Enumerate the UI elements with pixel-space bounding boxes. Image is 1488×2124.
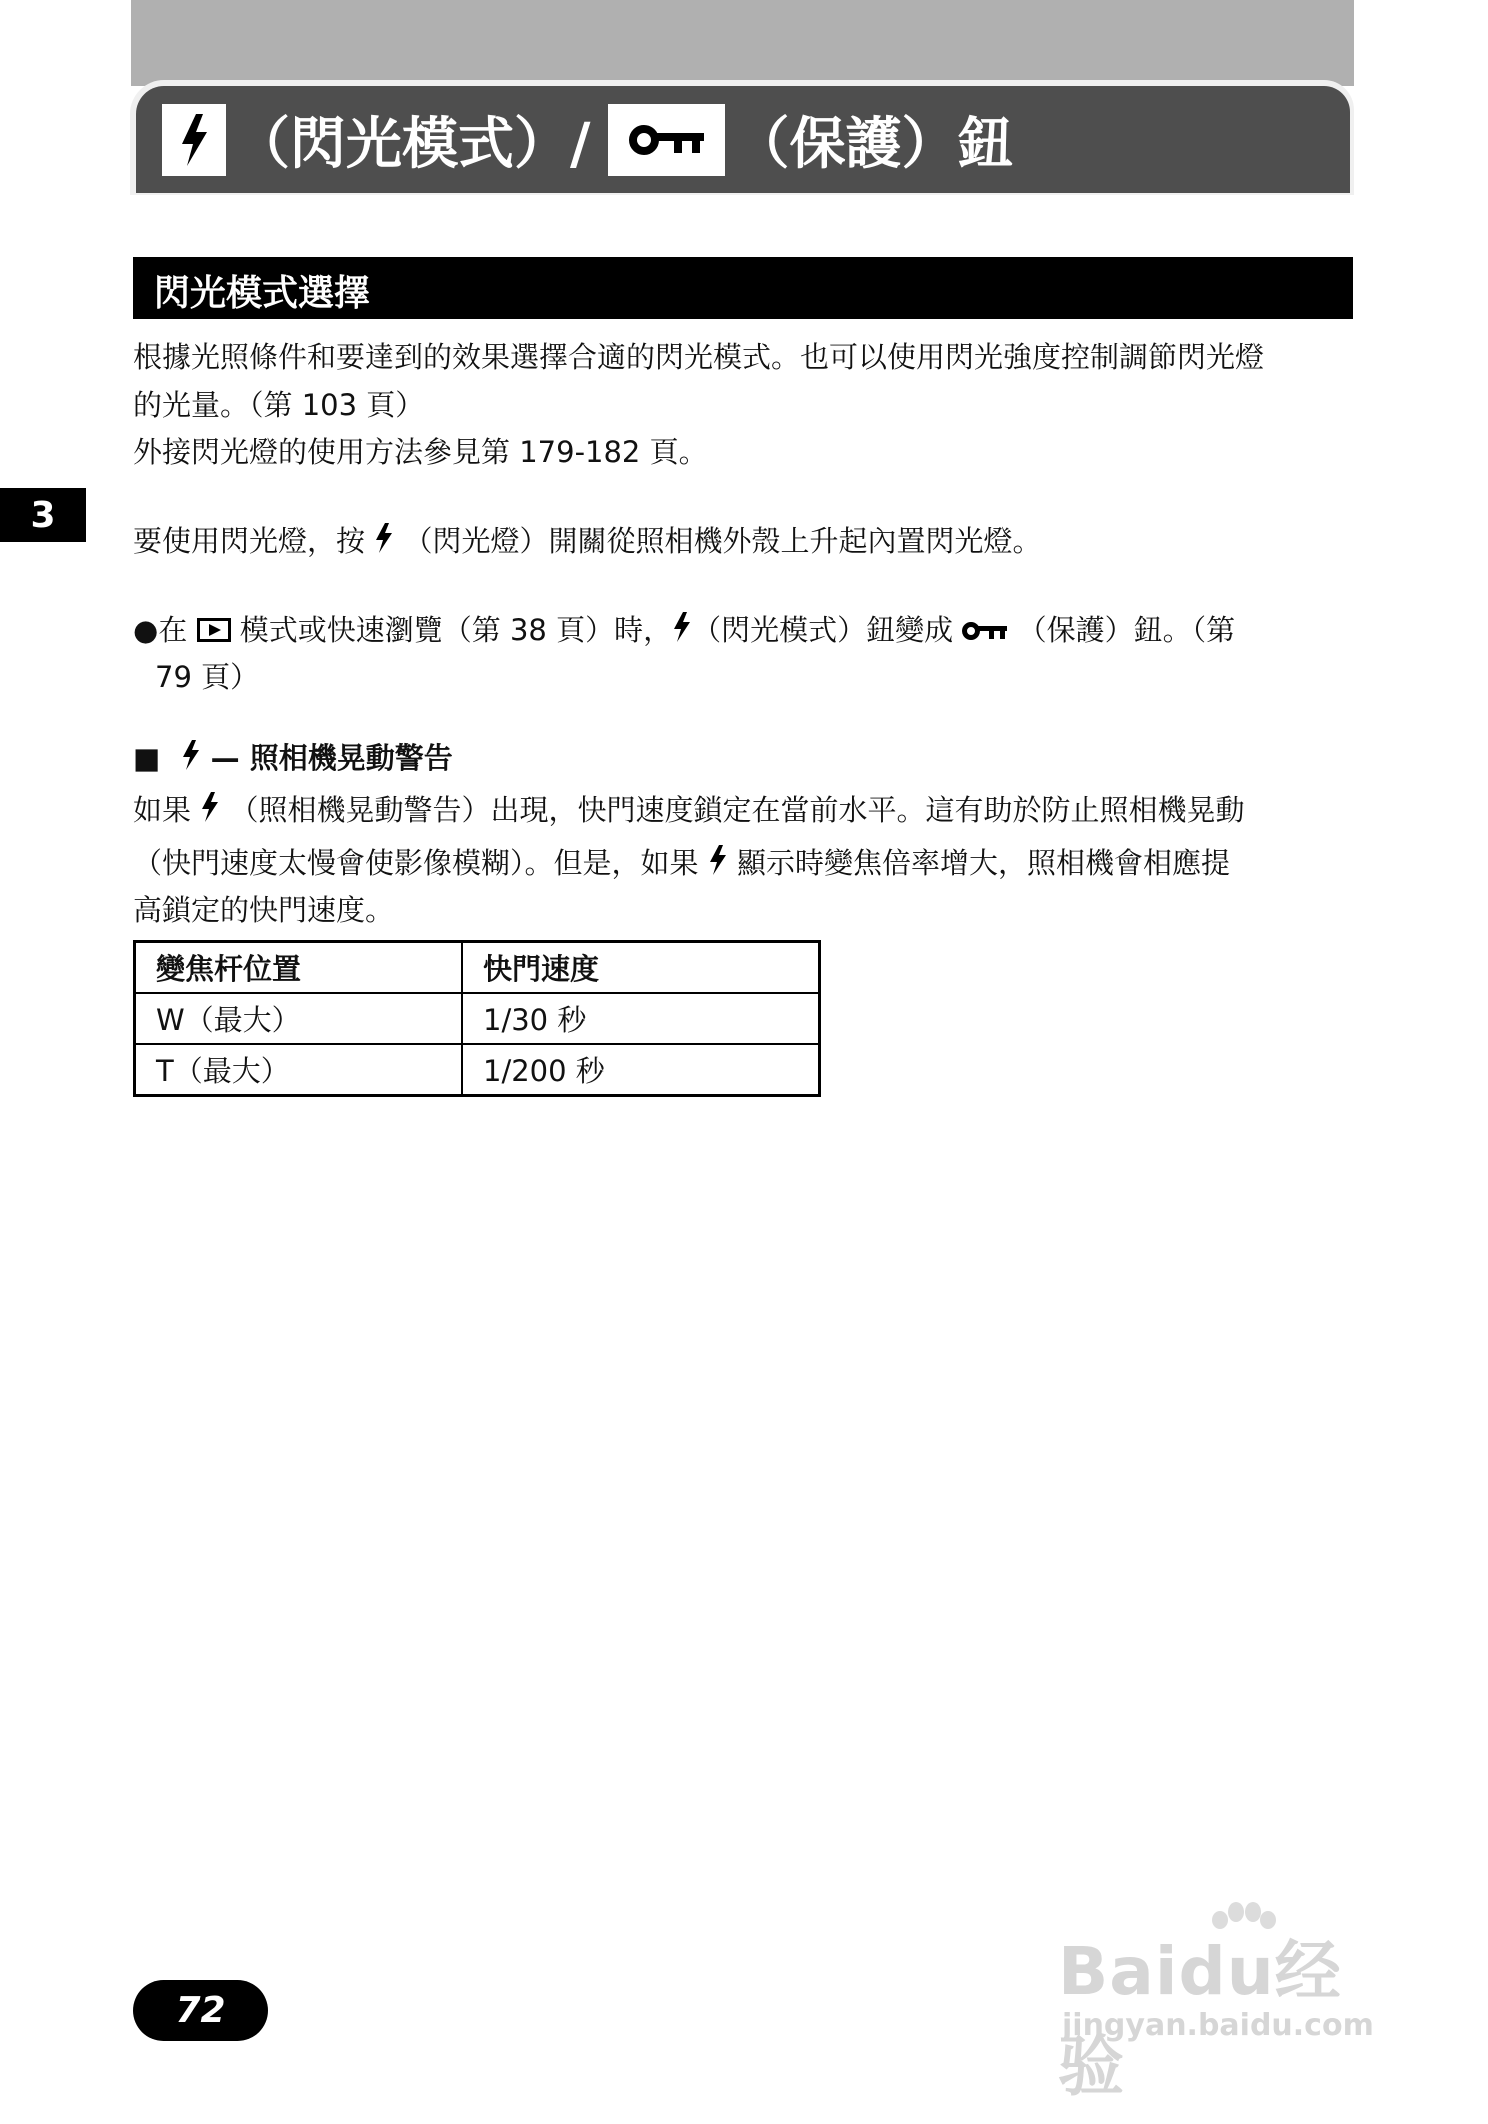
paragraph-shake-line2 — [133, 840, 1230, 888]
watermark — [1058, 1900, 1398, 2105]
table-cell: 1/200 秒 — [462, 1044, 820, 1096]
paragraph-intro-line1: 根據光照條件和要達到的效果選擇合適的閃光模式。也可以使用閃光強度控制調節閃光燈 — [133, 340, 1265, 374]
table-header-cell: 變焦杆位置 — [135, 942, 463, 994]
table-header-cell: 快門速度 — [462, 942, 820, 994]
paragraph-use-flash — [133, 518, 1041, 566]
text-span: （保護）鈕。（第 — [1017, 613, 1236, 647]
flash-icon — [162, 104, 226, 176]
flash-icon — [374, 520, 394, 566]
key-icon — [608, 104, 725, 176]
paragraph-shake-line1 — [133, 787, 1244, 835]
flash-icon — [672, 609, 692, 655]
table-row — [135, 993, 820, 1044]
title-text-protect: （保護）鈕 — [733, 112, 1014, 177]
paragraph-intro-line2: 的光量。（第 103 頁） — [133, 388, 425, 422]
table-header-row — [135, 942, 820, 994]
text-span: （閃光燈）開關從照相機外殼上升起內置閃光燈。 — [403, 524, 1042, 558]
playback-icon — [197, 609, 231, 655]
text-span: （照相機晃動警告）出現，快門速度鎖定在當前水平。這有助於防止照相機晃動 — [229, 793, 1245, 827]
watermark-logo-text: Baidu经验 — [1058, 1933, 1342, 2105]
flash-icon — [181, 737, 201, 783]
text-span: 模式或快速瀏覽（第 38 頁）時， — [239, 613, 673, 647]
page-title — [162, 99, 1013, 181]
text-span: 在 — [158, 613, 188, 647]
text-span: 如果 — [133, 793, 192, 827]
title-text-flash-mode: （閃光模式）/ — [234, 112, 591, 177]
text-span: 顯示時變焦倍率增大，照相機會相應提 — [736, 846, 1230, 880]
text-span: — 照相機晃動警告 — [210, 741, 453, 775]
shutter-speed-table — [133, 940, 821, 1097]
square-bullet: ■ — [133, 741, 161, 775]
text-span: （閃光模式）鈕變成 — [692, 613, 954, 647]
header-top-band — [131, 0, 1354, 86]
watermark-url: jingyan.baidu.com — [1062, 2008, 1374, 2043]
paragraph-external-flash: 外接閃光燈的使用方法參見第 179-182 頁。 — [133, 435, 708, 469]
bullet-note-line2: 79 頁） — [155, 660, 260, 694]
flash-icon — [708, 842, 728, 888]
table-cell: W（最大） — [135, 993, 463, 1044]
table-cell: 1/30 秒 — [462, 993, 820, 1044]
chapter-tab: 3 — [0, 488, 86, 542]
section-title: 閃光模式選擇 — [154, 273, 371, 314]
table-cell: T（最大） — [135, 1044, 463, 1096]
page-number: 72 — [133, 1980, 268, 2041]
subheading-shake-warning — [133, 735, 453, 783]
flash-icon — [200, 789, 220, 835]
text-span: （快門速度太慢會使影像模糊）。但是，如果 — [133, 846, 699, 880]
paragraph-shake-line3: 高鎖定的快門速度。 — [133, 893, 395, 927]
table-row — [135, 1044, 820, 1096]
key-icon — [962, 609, 1008, 655]
text-span: 要使用閃光燈，按 — [133, 524, 366, 558]
bullet-dot: ● — [133, 613, 159, 647]
bullet-note-line1 — [133, 607, 1235, 655]
